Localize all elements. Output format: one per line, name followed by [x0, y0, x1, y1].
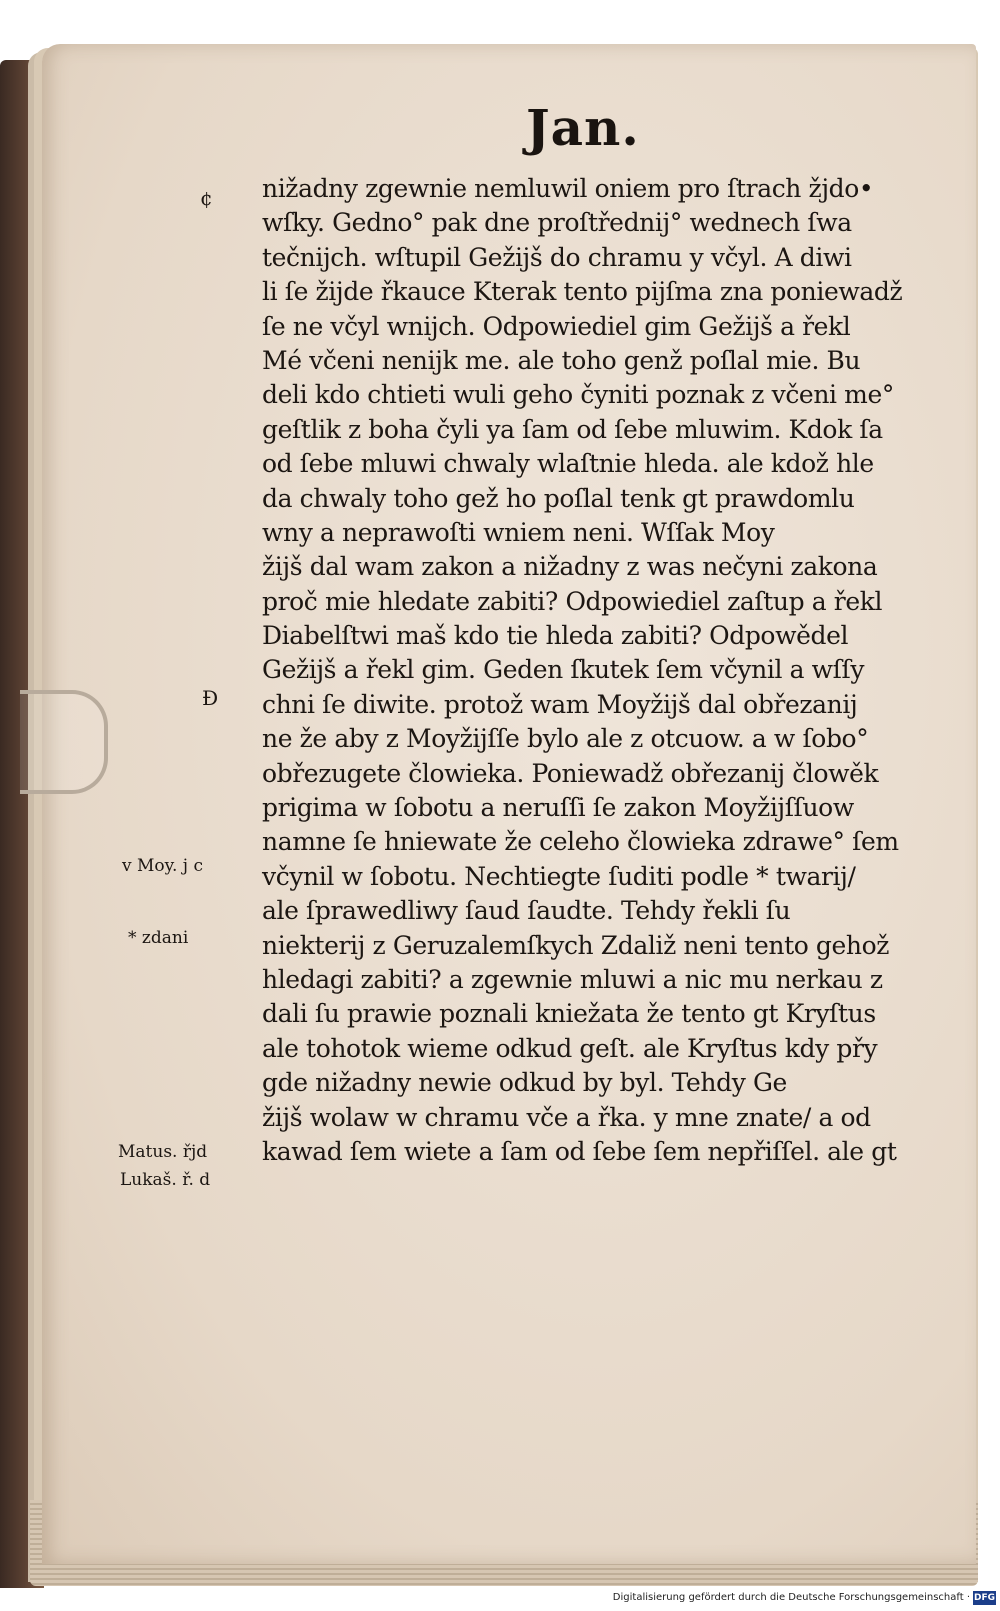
text-line: tečnijch. wſtupil Gežijš do chramu y včyl. A diwi — [262, 242, 852, 272]
margin-note-zdani: * zdani — [128, 928, 189, 948]
text-line: Mé včeni nenijk me. ale toho genž poſlal mie. Bu — [262, 345, 861, 375]
text-line: žijš dal wam zakon a nižadny z was nečyni zakona — [262, 552, 878, 582]
margin-note-moy: v Moy. j c — [122, 856, 203, 876]
text-line: žijš wolaw w chramu vče a řka. y mne znate/ a od — [262, 1102, 871, 1132]
text-line: proč mie hledate zabiti? Odpowiediel zaſtup a řekl — [262, 586, 883, 616]
text-line: li ſe žijde řkauce Kterak tento pijſma zna poniewadž — [262, 277, 903, 307]
text-line: dali ſu prawie poznali kniežata že tento gt Kryſtus — [262, 999, 876, 1029]
text-line: včynil w ſobotu. Nechtiegte ſuditi podle * twarij/ — [262, 861, 856, 891]
text-line: geſtlik z boha čyli ya ſam od ſebe mluwim. Kdok ſa — [262, 414, 883, 444]
text-line: Diabelſtwi maš kdo tie hleda zabiti? Odpowědel — [262, 621, 849, 651]
text-line: deli kdo chtieti wuli geho čyniti poznak z včeni me° — [262, 380, 894, 410]
text-line: ſe ne včyl wnijch. Odpowiediel gim Gežijš a řekl — [262, 311, 851, 341]
text-line: niekterij z Geruzalemſkych Zdaliž neni tento gehož — [262, 930, 890, 960]
text-line: kawad ſem wiete a ſam od ſebe ſem nepřiſſel. ale gt — [262, 1136, 897, 1166]
text-line: od ſebe mluwi chwaly wlaſtnie hleda. ale kdož hle — [262, 449, 874, 479]
body-text — [262, 172, 912, 1169]
text-line: wny a neprawoſti wniem neni. Wſſak Moy — [262, 517, 775, 547]
running-head: Jan. — [526, 98, 640, 157]
footer-bar — [0, 1588, 1000, 1611]
page-clip — [20, 690, 108, 794]
margin-note-matus: Matus. řjd — [118, 1142, 208, 1162]
section-marker-c: ¢ — [200, 186, 213, 210]
text-line: da chwaly toho gež ho poſlal tenk gt prawdomlu — [262, 483, 855, 513]
margin-note-lukas: Lukaš. ř. d — [120, 1170, 211, 1190]
text-line: Gežijš a řekl gim. Geden ſkutek ſem včynil a wſſy — [262, 655, 865, 685]
dfg-logo: DFG — [973, 1593, 995, 1603]
text-line: ale ſprawedliwy ſaud ſaudte. Tehdy řekli ſu — [262, 896, 791, 926]
text-line: gde nižadny newie odkud by byl. Tehdy Ge — [262, 1068, 787, 1098]
section-marker-d: Ð — [202, 686, 219, 710]
text-line: prigima w ſobotu a neruſſi ſe zakon Moyžijſſuow — [262, 793, 854, 823]
text-line: ale tohotok wieme odkud geſt. ale Kryſtus kdy přy — [262, 1033, 878, 1063]
text-line: hledagi zabiti? a zgewnie mluwi a nic mu nerkau z — [262, 964, 883, 994]
text-line: wſky. Gedno° pak dne proſtřednij° wednech ſwa — [262, 208, 852, 238]
funding-notice: Digitalisierung gefördert durch die Deutsche Forschungsgemeinschaft · — [612, 1592, 970, 1603]
text-line: chni ſe diwite. protož wam Moyžijš dal obřezanij — [262, 689, 858, 719]
text-line: obřezugete člowieka. Poniewadž obřezanij člowěk — [262, 758, 879, 788]
text-line: nižadny zgewnie nemluwil oniem pro ſtrach žjdo• — [262, 174, 874, 203]
text-line: ne že aby z Moyžijſſe bylo ale z otcuow. a w ſobo° — [262, 724, 869, 754]
text-line: namne ſe hniewate že celeho člowieka zdrawe° ſem — [262, 827, 899, 857]
